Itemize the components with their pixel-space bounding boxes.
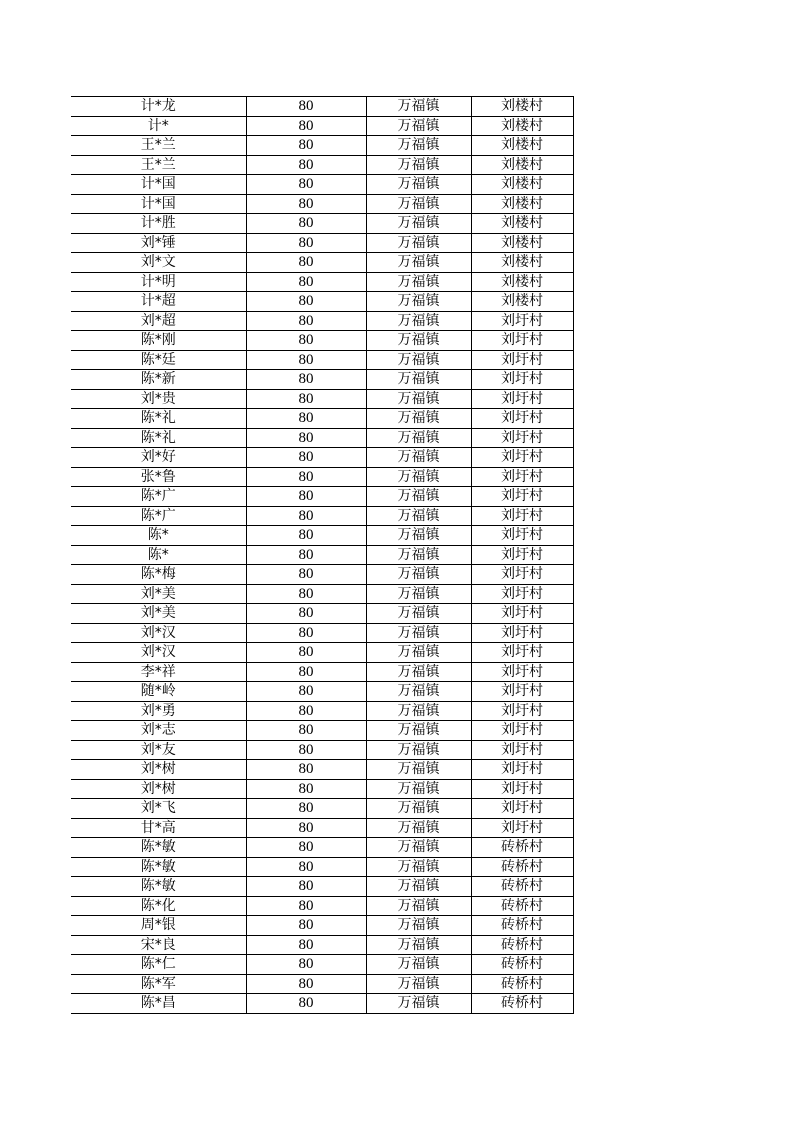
- table-row: [71, 272, 573, 292]
- name-cell: 陈*礼: [71, 409, 246, 429]
- town-cell: 万福镇: [366, 623, 471, 643]
- amount-cell: 80: [246, 760, 366, 780]
- village-cell: 刘圩村: [471, 760, 573, 780]
- name-cell: 李*祥: [71, 662, 246, 682]
- table-row: [71, 604, 573, 624]
- village-cell: 刘楼村: [471, 116, 573, 136]
- amount-cell: 80: [246, 116, 366, 136]
- table-row: [71, 760, 573, 780]
- name-cell: 陈*: [71, 545, 246, 565]
- table-row: [71, 233, 573, 253]
- table-row: [71, 682, 573, 702]
- name-cell: 刘*好: [71, 448, 246, 468]
- town-cell: 万福镇: [366, 487, 471, 507]
- table-row: [71, 409, 573, 429]
- amount-cell: 80: [246, 214, 366, 234]
- town-cell: 万福镇: [366, 506, 471, 526]
- amount-cell: 80: [246, 584, 366, 604]
- amount-cell: 80: [246, 97, 366, 117]
- town-cell: 万福镇: [366, 448, 471, 468]
- table-row: [71, 857, 573, 877]
- amount-cell: 80: [246, 740, 366, 760]
- village-cell: 刘圩村: [471, 799, 573, 819]
- name-cell: 计*: [71, 116, 246, 136]
- name-cell: 计*胜: [71, 214, 246, 234]
- amount-cell: 80: [246, 818, 366, 838]
- village-cell: 砖桥村: [471, 877, 573, 897]
- table-row: [71, 116, 573, 136]
- name-cell: 刘*锤: [71, 233, 246, 253]
- table-row: [71, 955, 573, 975]
- town-cell: 万福镇: [366, 740, 471, 760]
- table-row: [71, 487, 573, 507]
- village-cell: 刘圩村: [471, 331, 573, 351]
- name-cell: 宋*良: [71, 935, 246, 955]
- table-row: [71, 467, 573, 487]
- name-cell: 陈*化: [71, 896, 246, 916]
- village-cell: 刘圩村: [471, 506, 573, 526]
- town-cell: 万福镇: [366, 194, 471, 214]
- amount-cell: 80: [246, 877, 366, 897]
- village-cell: 砖桥村: [471, 955, 573, 975]
- village-cell: 砖桥村: [471, 974, 573, 994]
- name-cell: 王*兰: [71, 136, 246, 156]
- village-cell: 刘圩村: [471, 740, 573, 760]
- village-cell: 刘圩村: [471, 623, 573, 643]
- town-cell: 万福镇: [366, 97, 471, 117]
- name-cell: 陈*: [71, 526, 246, 546]
- amount-cell: 80: [246, 409, 366, 429]
- town-cell: 万福镇: [366, 994, 471, 1014]
- amount-cell: 80: [246, 253, 366, 273]
- town-cell: 万福镇: [366, 857, 471, 877]
- table-row: [71, 136, 573, 156]
- amount-cell: 80: [246, 175, 366, 195]
- town-cell: 万福镇: [366, 701, 471, 721]
- town-cell: 万福镇: [366, 526, 471, 546]
- village-cell: 刘楼村: [471, 136, 573, 156]
- spreadsheet-page: [71, 96, 573, 1014]
- table-row: [71, 214, 573, 234]
- town-cell: 万福镇: [366, 682, 471, 702]
- town-cell: 万福镇: [366, 955, 471, 975]
- table-row: [71, 662, 573, 682]
- amount-cell: 80: [246, 955, 366, 975]
- village-cell: 刘圩村: [471, 526, 573, 546]
- village-cell: 刘楼村: [471, 194, 573, 214]
- town-cell: 万福镇: [366, 779, 471, 799]
- name-cell: 陈*广: [71, 506, 246, 526]
- name-cell: 刘*汉: [71, 643, 246, 663]
- town-cell: 万福镇: [366, 331, 471, 351]
- amount-cell: 80: [246, 311, 366, 331]
- table-row: [71, 506, 573, 526]
- table-row: [71, 779, 573, 799]
- amount-cell: 80: [246, 136, 366, 156]
- name-cell: 计*国: [71, 175, 246, 195]
- town-cell: 万福镇: [366, 799, 471, 819]
- amount-cell: 80: [246, 233, 366, 253]
- name-cell: 陈*刚: [71, 331, 246, 351]
- amount-cell: 80: [246, 565, 366, 585]
- name-cell: 计*超: [71, 292, 246, 312]
- village-cell: 刘圩村: [471, 389, 573, 409]
- town-cell: 万福镇: [366, 974, 471, 994]
- table-row: [71, 194, 573, 214]
- amount-cell: 80: [246, 194, 366, 214]
- village-cell: 砖桥村: [471, 838, 573, 858]
- name-cell: 随*岭: [71, 682, 246, 702]
- town-cell: 万福镇: [366, 389, 471, 409]
- village-cell: 砖桥村: [471, 994, 573, 1014]
- town-cell: 万福镇: [366, 838, 471, 858]
- town-cell: 万福镇: [366, 253, 471, 273]
- village-cell: 砖桥村: [471, 916, 573, 936]
- amount-cell: 80: [246, 838, 366, 858]
- amount-cell: 80: [246, 682, 366, 702]
- village-cell: 刘圩村: [471, 545, 573, 565]
- table-row: [71, 526, 573, 546]
- town-cell: 万福镇: [366, 935, 471, 955]
- town-cell: 万福镇: [366, 292, 471, 312]
- amount-cell: 80: [246, 643, 366, 663]
- name-cell: 刘*贵: [71, 389, 246, 409]
- village-cell: 刘圩村: [471, 604, 573, 624]
- town-cell: 万福镇: [366, 760, 471, 780]
- name-cell: 张*鲁: [71, 467, 246, 487]
- amount-cell: 80: [246, 857, 366, 877]
- table-row: [71, 643, 573, 663]
- amount-cell: 80: [246, 370, 366, 390]
- table-row: [71, 877, 573, 897]
- town-cell: 万福镇: [366, 428, 471, 448]
- town-cell: 万福镇: [366, 214, 471, 234]
- name-cell: 刘*志: [71, 721, 246, 741]
- name-cell: 陈*敏: [71, 838, 246, 858]
- amount-cell: 80: [246, 292, 366, 312]
- table-row: [71, 292, 573, 312]
- town-cell: 万福镇: [366, 272, 471, 292]
- village-cell: 刘圩村: [471, 721, 573, 741]
- town-cell: 万福镇: [366, 311, 471, 331]
- village-cell: 刘楼村: [471, 253, 573, 273]
- amount-cell: 80: [246, 935, 366, 955]
- amount-cell: 80: [246, 487, 366, 507]
- table-row: [71, 350, 573, 370]
- table-row: [71, 935, 573, 955]
- table-row: [71, 311, 573, 331]
- town-cell: 万福镇: [366, 604, 471, 624]
- town-cell: 万福镇: [366, 467, 471, 487]
- name-cell: 计*明: [71, 272, 246, 292]
- town-cell: 万福镇: [366, 116, 471, 136]
- town-cell: 万福镇: [366, 721, 471, 741]
- table-row: [71, 428, 573, 448]
- table-row: [71, 175, 573, 195]
- amount-cell: 80: [246, 331, 366, 351]
- village-cell: 刘圩村: [471, 409, 573, 429]
- town-cell: 万福镇: [366, 877, 471, 897]
- town-cell: 万福镇: [366, 545, 471, 565]
- table-row: [71, 916, 573, 936]
- table-row: [71, 838, 573, 858]
- name-cell: 陈*仁: [71, 955, 246, 975]
- amount-cell: 80: [246, 994, 366, 1014]
- village-cell: 刘圩村: [471, 467, 573, 487]
- village-cell: 刘圩村: [471, 779, 573, 799]
- name-cell: 计*国: [71, 194, 246, 214]
- table-row: [71, 721, 573, 741]
- town-cell: 万福镇: [366, 350, 471, 370]
- name-cell: 刘*友: [71, 740, 246, 760]
- village-cell: 刘圩村: [471, 682, 573, 702]
- table-row: [71, 740, 573, 760]
- table-row: [71, 448, 573, 468]
- amount-cell: 80: [246, 545, 366, 565]
- table-row: [71, 331, 573, 351]
- table-row: [71, 896, 573, 916]
- town-cell: 万福镇: [366, 136, 471, 156]
- name-cell: 陈*新: [71, 370, 246, 390]
- name-cell: 计*龙: [71, 97, 246, 117]
- town-cell: 万福镇: [366, 662, 471, 682]
- amount-cell: 80: [246, 506, 366, 526]
- table-row: [71, 701, 573, 721]
- name-cell: 王*兰: [71, 155, 246, 175]
- name-cell: 刘*美: [71, 584, 246, 604]
- table-row: [71, 799, 573, 819]
- village-cell: 刘圩村: [471, 370, 573, 390]
- table-row: [71, 974, 573, 994]
- village-cell: 刘圩村: [471, 311, 573, 331]
- amount-cell: 80: [246, 721, 366, 741]
- table-row: [71, 545, 573, 565]
- village-cell: 刘圩村: [471, 818, 573, 838]
- table-row: [71, 370, 573, 390]
- village-cell: 砖桥村: [471, 857, 573, 877]
- table-row: [71, 155, 573, 175]
- town-cell: 万福镇: [366, 565, 471, 585]
- name-cell: 陈*广: [71, 487, 246, 507]
- town-cell: 万福镇: [366, 916, 471, 936]
- amount-cell: 80: [246, 974, 366, 994]
- amount-cell: 80: [246, 467, 366, 487]
- town-cell: 万福镇: [366, 896, 471, 916]
- name-cell: 陈*礼: [71, 428, 246, 448]
- village-cell: 刘楼村: [471, 272, 573, 292]
- name-cell: 刘*文: [71, 253, 246, 273]
- name-cell: 刘*飞: [71, 799, 246, 819]
- town-cell: 万福镇: [366, 175, 471, 195]
- name-cell: 陈*敏: [71, 857, 246, 877]
- table-row: [71, 818, 573, 838]
- village-cell: 刘圩村: [471, 584, 573, 604]
- name-cell: 周*银: [71, 916, 246, 936]
- table-row: [71, 253, 573, 273]
- amount-cell: 80: [246, 701, 366, 721]
- amount-cell: 80: [246, 916, 366, 936]
- name-cell: 陈*廷: [71, 350, 246, 370]
- town-cell: 万福镇: [366, 409, 471, 429]
- table-row: [71, 565, 573, 585]
- name-cell: 陈*敏: [71, 877, 246, 897]
- amount-cell: 80: [246, 779, 366, 799]
- amount-cell: 80: [246, 896, 366, 916]
- village-cell: 刘楼村: [471, 97, 573, 117]
- name-cell: 陈*昌: [71, 994, 246, 1014]
- town-cell: 万福镇: [366, 233, 471, 253]
- village-cell: 刘楼村: [471, 233, 573, 253]
- village-cell: 刘楼村: [471, 175, 573, 195]
- town-cell: 万福镇: [366, 584, 471, 604]
- village-cell: 砖桥村: [471, 935, 573, 955]
- amount-cell: 80: [246, 155, 366, 175]
- amount-cell: 80: [246, 799, 366, 819]
- town-cell: 万福镇: [366, 155, 471, 175]
- village-cell: 刘圩村: [471, 448, 573, 468]
- amount-cell: 80: [246, 604, 366, 624]
- name-cell: 甘*高: [71, 818, 246, 838]
- amount-cell: 80: [246, 350, 366, 370]
- town-cell: 万福镇: [366, 370, 471, 390]
- town-cell: 万福镇: [366, 643, 471, 663]
- name-cell: 刘*汉: [71, 623, 246, 643]
- roster-table: [71, 96, 574, 1014]
- table-row: [71, 584, 573, 604]
- village-cell: 刘圩村: [471, 487, 573, 507]
- table-row: [71, 994, 573, 1014]
- amount-cell: 80: [246, 662, 366, 682]
- name-cell: 陈*军: [71, 974, 246, 994]
- name-cell: 陈*梅: [71, 565, 246, 585]
- village-cell: 刘圩村: [471, 701, 573, 721]
- village-cell: 刘圩村: [471, 565, 573, 585]
- town-cell: 万福镇: [366, 818, 471, 838]
- roster-table-body: [71, 97, 573, 1014]
- amount-cell: 80: [246, 389, 366, 409]
- table-row: [71, 97, 573, 117]
- village-cell: 刘圩村: [471, 643, 573, 663]
- name-cell: 刘*树: [71, 779, 246, 799]
- name-cell: 刘*勇: [71, 701, 246, 721]
- table-row: [71, 623, 573, 643]
- table-row: [71, 389, 573, 409]
- amount-cell: 80: [246, 623, 366, 643]
- amount-cell: 80: [246, 526, 366, 546]
- name-cell: 刘*树: [71, 760, 246, 780]
- name-cell: 刘*美: [71, 604, 246, 624]
- village-cell: 刘楼村: [471, 292, 573, 312]
- amount-cell: 80: [246, 428, 366, 448]
- name-cell: 刘*超: [71, 311, 246, 331]
- village-cell: 砖桥村: [471, 896, 573, 916]
- village-cell: 刘圩村: [471, 662, 573, 682]
- village-cell: 刘楼村: [471, 155, 573, 175]
- village-cell: 刘圩村: [471, 428, 573, 448]
- amount-cell: 80: [246, 448, 366, 468]
- village-cell: 刘楼村: [471, 214, 573, 234]
- village-cell: 刘圩村: [471, 350, 573, 370]
- amount-cell: 80: [246, 272, 366, 292]
